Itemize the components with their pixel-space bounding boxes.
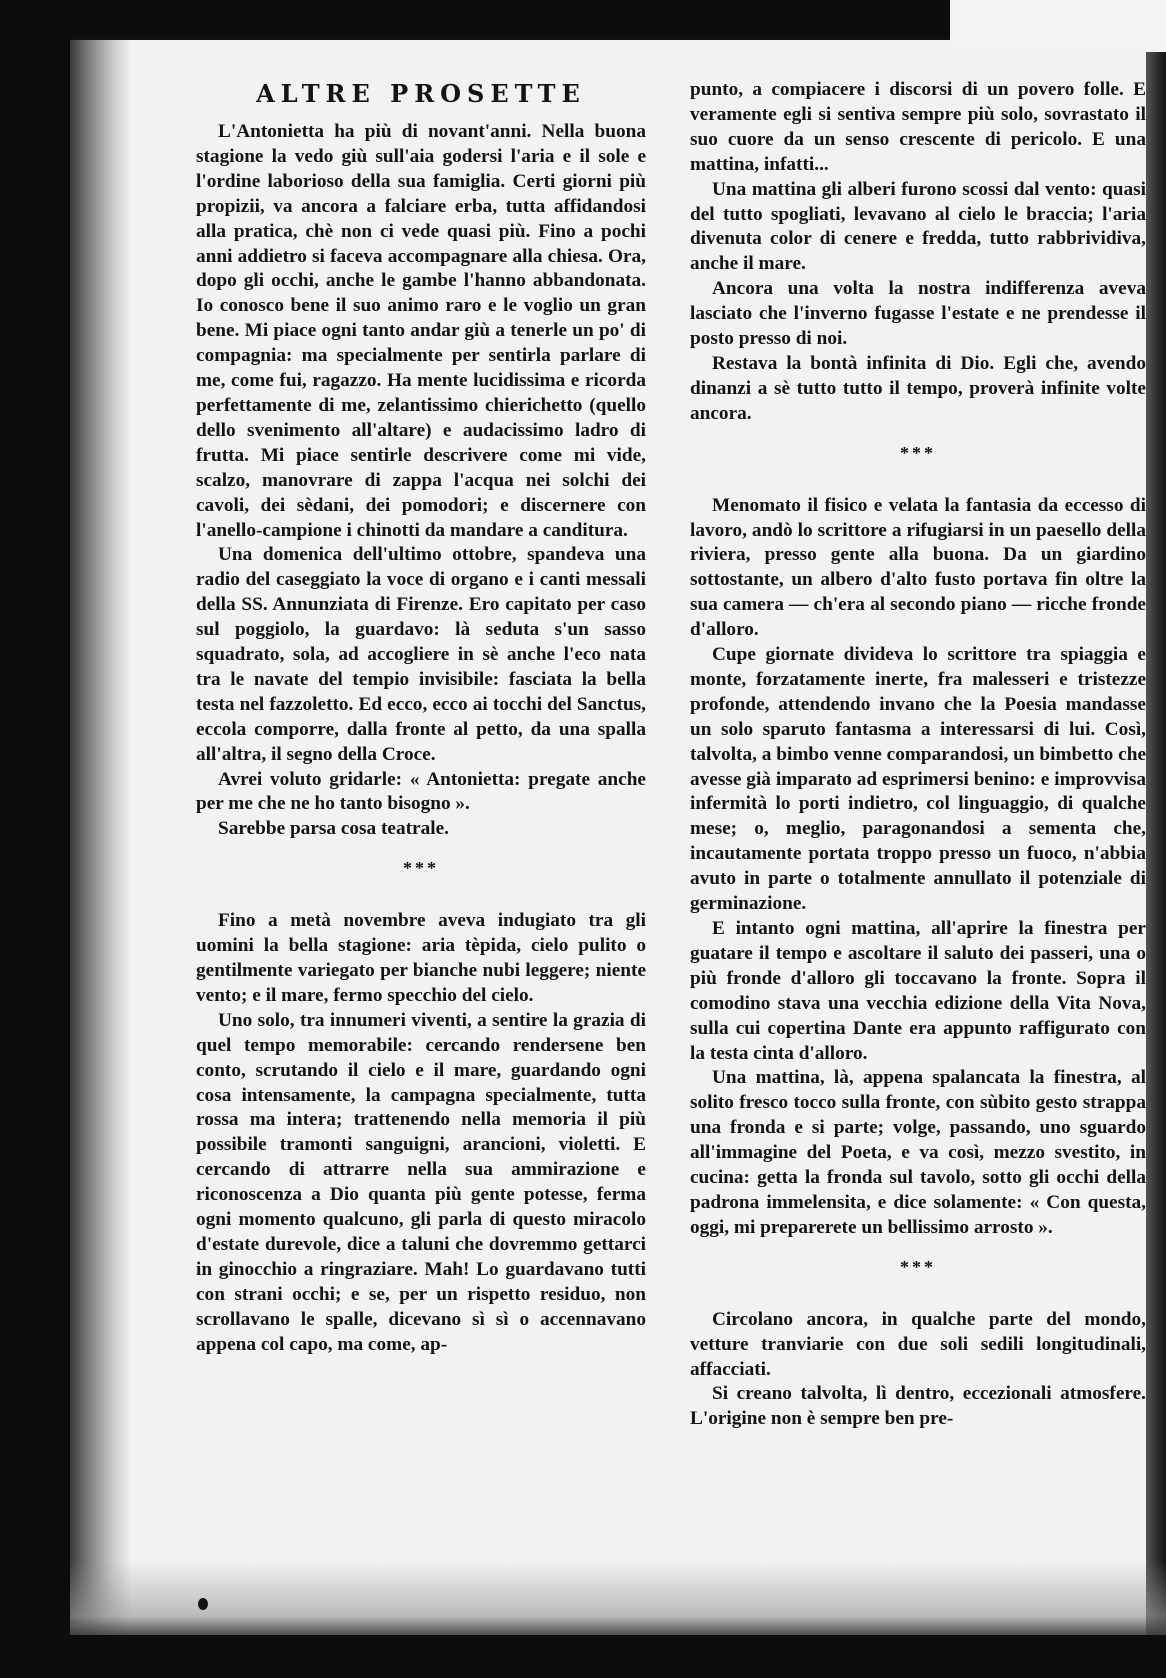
paragraph: Avrei voluto gridarle: « Antonietta: pregate anche per me che ne ho tanto bisogno ». [196,768,646,815]
paragraph: Una mattina, là, appena spalancata la finestra, al solito fresco tocco sulla fronte, con sùbito gesto strappa una fronda e si parte; volge, passando, uno sguardo all'immagine del Poeta, e va così, mezzo svestito, in cucina: getta la fronda sul tavolo, sotto gli occhi della padrona immelensita, e dice solamente: « Con questa, oggi, mi preparerete un bellissimo arrosto ». [690,1067,1146,1238]
paragraph: E intanto ogni mattina, all'aprire la finestra per guatare il tempo e ascoltare il saluto dei passeri, una o più fronde d'alloro gli toccavano la fronte. Sopra il comodino stava una vecchia edizione della Vita Nova, sulla cui copertina Dante era appunto raffigurato con la testa cinta d'alloro. [690,918,1146,1064]
paragraph: Si creano talvolta, lì dentro, eccezionali atmosfere. L'origine non è sempre ben pre- [690,1383,1146,1430]
scan-bottom-border [0,1635,1166,1678]
paragraph: Circolano ancora, in qualche parte del mondo, vetture tranviarie con due soli sedili longitudinali, affacciati. [690,1308,1146,1380]
paragraph: Ancora una volta la nostra indifferenza aveva lasciato che l'inverno fugasse l'estate e ne prendesse il posto presso di noi. [690,278,1146,350]
paragraph: Cupe giornate divideva lo scrittore tra spiaggia e monte, forzatamente inerte, fra malesseri e tristezze profonde, attendendo invano che la Poesia mandasse un solo sparuto fantasma a interessarsi di lui. Così, talvolta, a bimbo venne comparandosi, un bimbetto che avesse già imparato ad esprimersi benino: e improvvisa infermità lo porti indietro, col linguaggio, di qualche mese; o, meglio, paragonandosi a sementa che, incautamente portata troppo presso un fuoco, n'abbia avuto in parte o totalmente annullato il potenziale di germinazione. [690,644,1146,915]
paragraph: Una domenica dell'ultimo ottobre, spandeva una radio del caseggiato la voce di organo e i canti messali della SS. Annunziata di Firenze. Ero capitato per caso sul poggiolo, la guardavo: là seduta s'un sasso squadrato, sola, ad accogliere in sè anche l'eco nata tra le navate del tempio invisibile: fasciata la bella testa nel fazzoletto. Ed ecco, ecco ai tocchi del Sanctus, eccola comporre, dalla fronte al petto, da una spalla all'altra, il segno della Croce. [196,544,646,765]
paragraph: Sarebbe parsa cosa teatrale. [218,818,449,840]
page-title: ALTRE PROSETTE [256,79,586,108]
section-separator: *** [403,858,439,879]
paragraph: punto, a compiacere i discorsi di un povero folle. E veramente egli si sentiva sempre più solo, sovrastato il suo cuore da un senso crescente di pericolo. E una mattina, infatti... [690,79,1146,175]
paragraph: Menomato il fisico e velata la fantasia da eccesso di lavoro, andò lo scrittore a rifugiarsi in un paesello della riviera, presso gente alla buona. Da un giardino sottostante, un albero d'alto fusto portava fin oltre la sua camera — ch'era al secondo piano — ricche fronde d'alloro. [690,494,1146,641]
paragraph: Restava la bontà infinita di Dio. Egli che, avendo dinanzi a sè tutto tutto il tempo, proverà infinite volte ancora. [690,352,1146,424]
left-column [196,78,646,1358]
page-mark [198,1598,208,1610]
section-separator: *** [900,442,936,463]
paragraph: L'Antonietta ha più di novant'anni. Nella buona stagione la vedo giù sull'aia godersi l'aria e il sole e l'ordine laborioso della sua famiglia. Certi giorni più propizii, va ancora a falciare erba, tutta affidandosi alla pratica, chè non ci vede quasi più. Fino a pochi anni addietro si faceva accompagnare alla chiesa. Ora, dopo gli occhi, anche le gambe l'hanno abbandonata. Io conosco bene il suo animo raro e le voglio un gran bene. Mi piace ogni tanto andar giù a tenerle un po' di compagnia: ma specialmente per sentirla parlare di me, come fui, ragazzo. Ha mente lucidissima e ricorda perfettamente di me, zelantissimo chierichetto (quello dello svenimento all'altare) e audacissimo ladro di frutta. Mi piace sentirle descrivere come mi vide, scalzo, manovrare di zappa l'acqua nei solchi dei cavoli, dei sèdani, dei pomodori; e discernere con l'anello-campione i chinotti da mandare a canditura. [196,121,646,541]
paragraph: Una mattina gli alberi furono scossi dal vento: quasi del tutto spogliati, levavano al cielo le braccia; l'aria divenuta color di cenere e fredda, tutto rabbrividiva, anche il mare. [690,178,1146,275]
scan-left-shadow [70,40,130,1678]
scan-bottom-shadow [70,1560,1166,1640]
paragraph: Fino a metà novembre aveva indugiato tra gli uomini la bella stagione: aria tèpida, cielo pulito o gentilmente variegato per bianche nubi leggere; niente vento; e il mare, fermo specchio del cielo. [196,910,646,1006]
right-column [690,78,1146,1432]
scan-top-gap [950,0,1166,52]
paragraph: Uno solo, tra innumeri viventi, a sentire la grazia di quel tempo memorabile: cercando rendersene ben conto, scrutando il cielo e il mare, guardando ogni cosa intensamente, la campagna specialmente, tutta rossa ma intera; trattenendo nella memoria il più possibile tramonti sanguigni, arancioni, violetti. E cercando di attrarre nella sua ammirazione e riconoscenza a Dio quanta più gente potesse, ferma ogni momento qualcuno, gli parla di questo miracolo d'estate durevole, dice a taluni che dovremmo gettarci in ginocchio a ringraziare. Mah! Lo guardavano tutti con strani occhi; e se, per un rispetto residuo, non scrollavano le spalle, dicevano sì sì o accennavano appena col capo, ma come, ap- [196,1009,646,1355]
scan-left-border [0,0,70,1678]
section-separator: *** [900,1256,936,1277]
scan-right-edge [1146,52,1166,1652]
